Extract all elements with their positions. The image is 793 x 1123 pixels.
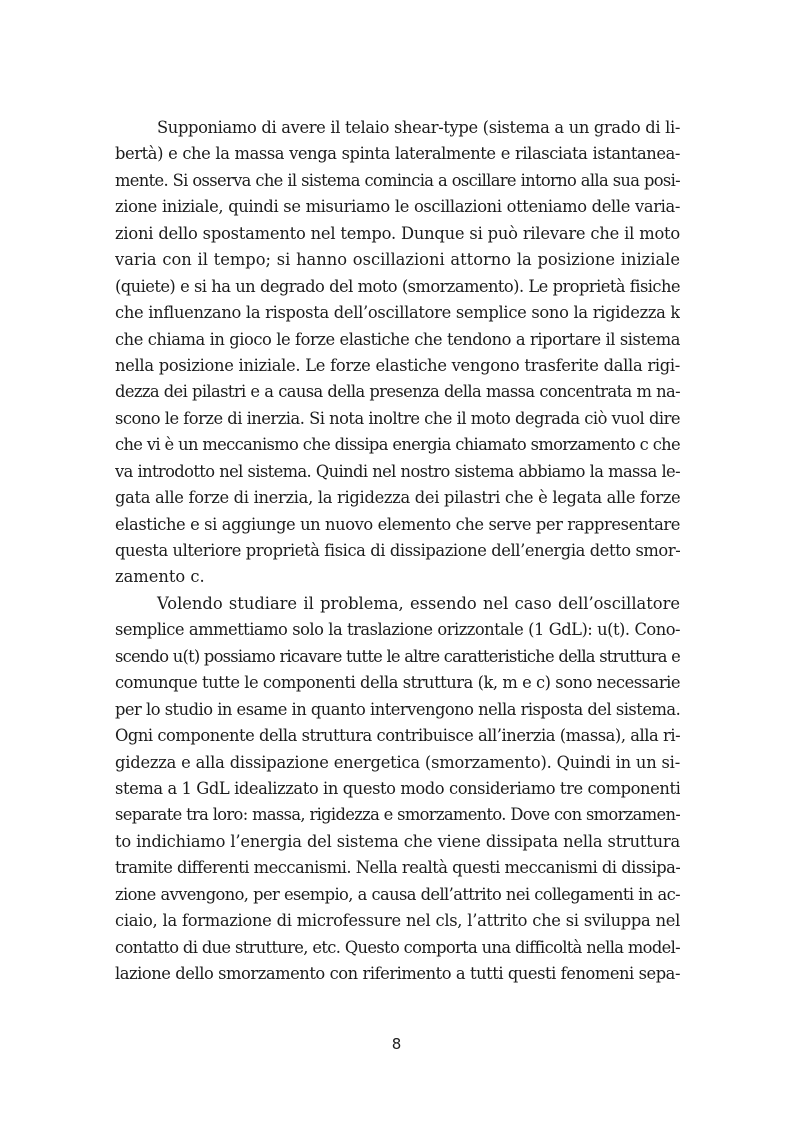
text-line: zione avvengono, per esempio, a causa dell’attrito nei collegamenti in ac- bbox=[115, 884, 680, 904]
text-line: to indichiamo l’energia del sistema che viene dissipata nella struttura bbox=[115, 831, 680, 851]
text-line: varia con il tempo; si hanno oscillazioni attorno la posizione iniziale bbox=[115, 250, 680, 270]
text-line: che chiama in gioco le forze elastiche che tendono a riportare il sistema bbox=[115, 329, 680, 349]
text-line: lazione dello smorzamento con riferimento a tutti questi fenomeni sepa- bbox=[115, 964, 680, 983]
text-line: contatto di due strutture, etc. Questo comporta una difficoltà nella model- bbox=[115, 937, 680, 957]
page-number: 8 bbox=[391, 1035, 402, 1053]
paragraph bbox=[115, 115, 680, 591]
text-line: zamento c. bbox=[115, 567, 205, 587]
text-line: Supponiamo di avere il telaio shear-type (sistema a un grado di li- bbox=[157, 118, 680, 137]
text-line: elastiche e si aggiunge un nuovo elemento che serve per rappresentare bbox=[115, 514, 680, 534]
text-line: separate tra loro: massa, rigidezza e smorzamento. Dove con smorzamen- bbox=[115, 805, 680, 825]
text-line: comunque tutte le componenti della struttura (k, m e c) sono necessarie bbox=[115, 673, 680, 693]
page-body bbox=[115, 115, 680, 987]
paragraph bbox=[115, 591, 680, 988]
text-line: Volendo studiare il problema, essendo nel caso dell’oscillatore bbox=[157, 593, 680, 613]
text-line: ciaio, la formazione di microfessure nel cls, l’attrito che si sviluppa nel bbox=[115, 911, 680, 931]
text-line: che vi è un meccanismo che dissipa energia chiamato smorzamento c che bbox=[115, 435, 680, 455]
text-line: nella posizione iniziale. Le forze elastiche vengono trasferite dalla rigi- bbox=[115, 355, 680, 375]
text-line: stema a 1 GdL idealizzato in questo modo consideriamo tre componenti bbox=[115, 778, 680, 798]
text-line: questa ulteriore proprietà fisica di dissipazione dell’energia detto smor- bbox=[115, 541, 680, 560]
text-line: mente. Si osserva che il sistema comincia a oscillare intorno alla sua posi- bbox=[115, 170, 680, 190]
text-line: semplice ammettiamo solo la traslazione orizzontale (1 GdL): u(t). Cono- bbox=[115, 620, 680, 640]
text-line: gidezza e alla dissipazione energetica (smorzamento). Quindi in un si- bbox=[115, 752, 680, 772]
text-line: per lo studio in esame in quanto intervengono nella risposta del sistema. bbox=[115, 699, 680, 719]
text-line: (quiete) e si ha un degrado del moto (smorzamento). Le proprietà fisiche bbox=[115, 276, 680, 296]
text-line: dezza dei pilastri e a causa della presenza della massa concentrata m na- bbox=[115, 382, 680, 402]
text-line: che influenzano la risposta dell’oscillatore semplice sono la rigidezza k bbox=[115, 303, 680, 323]
text-line: tramite differenti meccanismi. Nella realtà questi meccanismi di dissipa- bbox=[115, 858, 680, 878]
text-line: bertà) e che la massa venga spinta lateralmente e rilasciata istantanea- bbox=[115, 144, 680, 164]
text-line: va introdotto nel sistema. Quindi nel nostro sistema abbiamo la massa le- bbox=[115, 461, 680, 481]
text-line: zione iniziale, quindi se misuriamo le oscillazioni otteniamo delle varia- bbox=[115, 197, 680, 217]
text-line: scendo u(t) possiamo ricavare tutte le altre caratteristiche della struttura e bbox=[115, 646, 680, 666]
text-line: Ogni componente della struttura contribuisce all’inerzia (massa), alla ri- bbox=[115, 726, 680, 746]
text-line: scono le forze di inerzia. Si nota inoltre che il moto degrada ciò vuol dire bbox=[115, 408, 680, 428]
text-line: zioni dello spostamento nel tempo. Dunque si può rilevare che il moto bbox=[115, 223, 680, 243]
text-line: gata alle forze di inerzia, la rigidezza dei pilastri che è legata alle forze bbox=[115, 488, 680, 508]
